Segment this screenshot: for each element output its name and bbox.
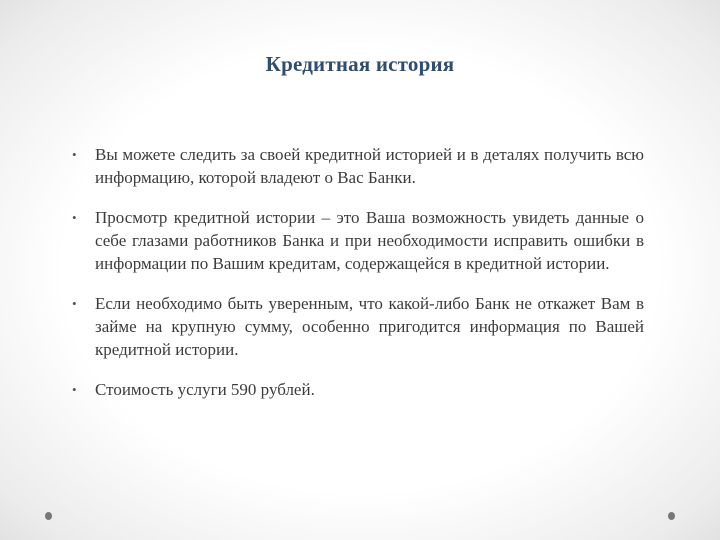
list-item xyxy=(72,143,644,189)
list-item xyxy=(72,206,644,275)
bullet-icon: • xyxy=(72,147,77,162)
list-item-text: Если необходимо быть уверенным, что какой-либо Банк не откажет Вам в займе на крупную сумму, особенно пригодится информация по Вашей кредитной истории. xyxy=(95,294,644,359)
decorative-dot-icon xyxy=(45,512,52,520)
bullet-icon: • xyxy=(72,382,77,397)
list-item-text: Вы можете следить за своей кредитной историей и в деталях получить всю информацию, которой владеют о Вас Банки. xyxy=(95,145,644,187)
list-item-text: Просмотр кредитной истории – это Ваша возможность увидеть данные о себе глазами работников Банка и при необходимости исправить ошибки в информации по Вашим кредитам, содержащейся в кредитной истории. xyxy=(95,208,644,273)
list-item-text: Стоимость услуги 590 рублей. xyxy=(95,380,315,399)
bullet-icon: • xyxy=(72,210,77,225)
list-item xyxy=(72,292,644,361)
decorative-dot-icon xyxy=(668,512,675,520)
bullet-list xyxy=(72,143,644,418)
slide-title: Кредитная история xyxy=(265,52,455,76)
bullet-icon: • xyxy=(72,296,77,311)
list-item xyxy=(72,378,644,401)
